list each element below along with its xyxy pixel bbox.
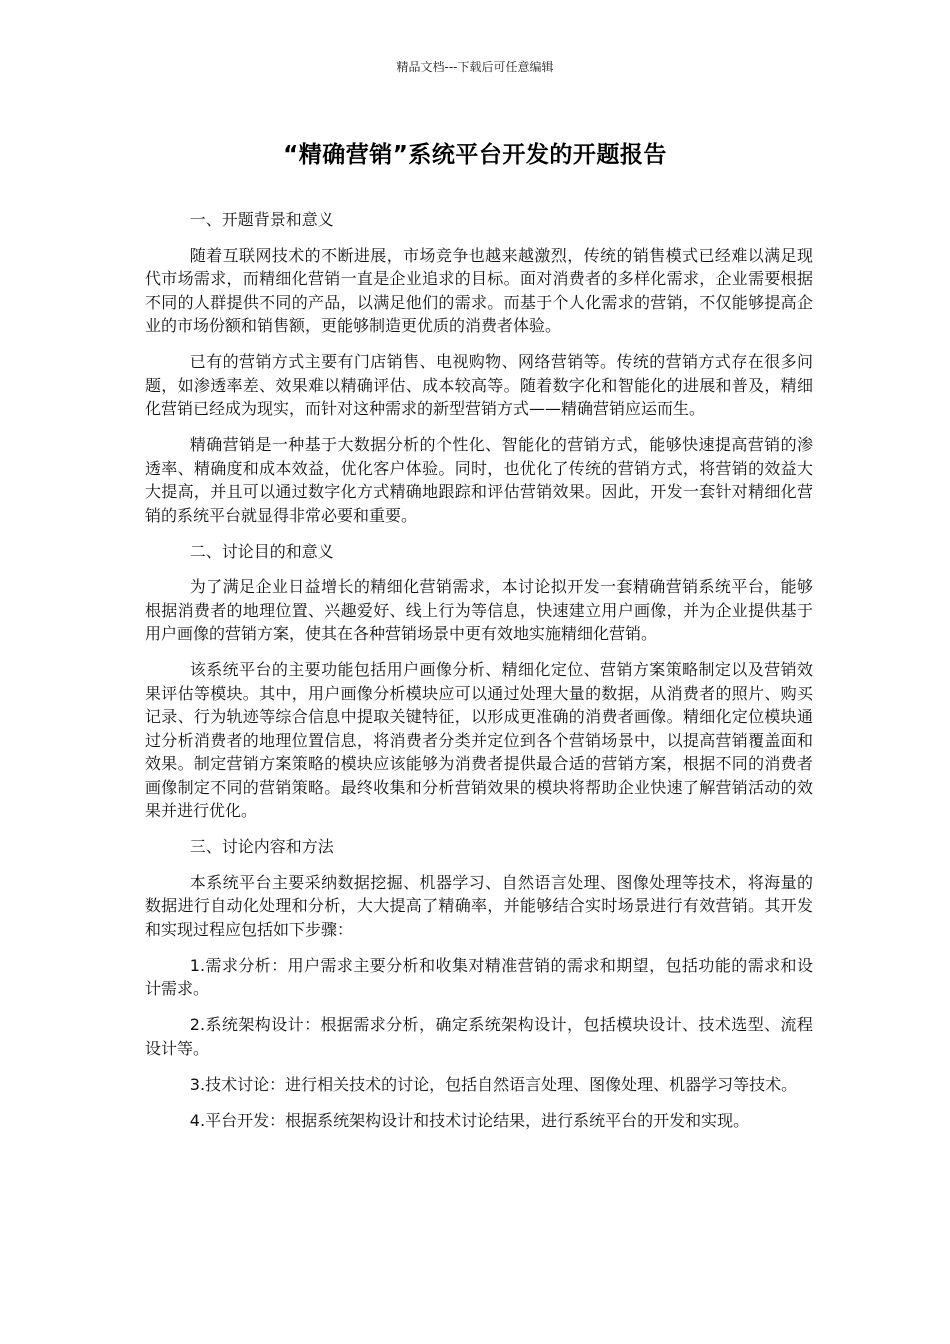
list-item: 4.平台开发：根据系统架构设计和技术讨论结果，进行系统平台的开发和实现。 (189, 1110, 750, 1130)
document-body (145, 208, 813, 1145)
section-heading-1: 一、开题背景和意义 (189, 210, 334, 229)
paragraph: 为了满足企业日益增长的精细化营销需求，本讨论拟开发一套精确营销系统平台，能够根据消费者的地理位置、兴趣爱好、线上行为等信息，快速建立用户画像，并为企业提供基于用户画像的营销方案，使其在各种营销场景中更有效地实施精细化营销。 (145, 577, 813, 643)
list-item: 2.系统架构设计：根据需求分析，确定系统架构设计，包括模块设计、技术选型、流程设计等。 (145, 1015, 813, 1058)
paragraph: 该系统平台的主要功能包括用户画像分析、精细化定位、营销方案策略制定以及营销效果评估等模块。其中，用户画像分析模块应可以通过处理大量的数据，从消费者的照片、购买记录、行为轨迹等综合信息中提取关键特征，以形成更准确的消费者画像。精细化定位模块通过分析消费者的地理位置信息，将消费者分类并定位到各个营销场景中，以提高营销覆盖面和效果。制定营销方案策略的模块应该能够为消费者提供最合适的营销方案，根据不同的消费者画像制定不同的营销策略。最终收集和分析营销效果的模块将帮助企业快速了解营销活动的效果并进行优化。 (145, 660, 813, 820)
section-heading-2: 二、讨论目的和意义 (189, 541, 334, 561)
paragraph: 精确营销是一种基于大数据分析的个性化、智能化的营销方式，能够快速提高营销的渗透率、精确度和成本效益，优化客户体验。同时，也优化了传统的营销方式，将营销的效益大大提高，并且可以通过数字化方式精确地跟踪和评估营销效果。因此，开发一套针对精细化营销的系统平台就显得非常必要和重要。 (145, 435, 813, 525)
paragraph: 随着互联网技术的不断进展，市场竞争也越来越激烈，传统的销售模式已经难以满足现代市场需求，而精细化营销一直是企业追求的目标。面对消费者的多样化需求，企业需要根据不同的人群提供不同的产品，以满足他们的需求。而基于个人化需求的营销，不仅能够提高企业的市场份额和销售额，更能够制造更优质的消费者体验。 (145, 245, 813, 335)
list-item: 3.技术讨论：进行相关技术的讨论，包括自然语言处理、图像处理、机器学习等技术。 (189, 1074, 798, 1094)
list-item: 1.需求分析：用户需求主要分析和收集对精准营销的需求和期望，包括功能的需求和设计需求。 (145, 955, 813, 998)
document-title: “精确营销”系统平台开发的开题报告 (283, 142, 667, 168)
section-heading-3: 三、讨论内容和方法 (189, 837, 334, 856)
header-note: 精品文档---下载后可任意编辑 (396, 60, 554, 74)
paragraph: 本系统平台主要采纳数据挖掘、机器学习、自然语言处理、图像处理等技术，将海量的数据进行自动化处理和分析，大大提高了精确率，并能够结合实时场景进行有效营销。其开发和实现过程应包括如下步骤： (145, 872, 813, 939)
paragraph: 已有的营销方式主要有门店销售、电视购物、网络营销等。传统的营销方式存在很多问题，如渗透率差、效果难以精确评估、成本较高等。随着数字化和智能化的进展和普及，精细化营销已经成为现实，而针对这种需求的新型营销方式——精确营销应运而生。 (145, 352, 813, 418)
